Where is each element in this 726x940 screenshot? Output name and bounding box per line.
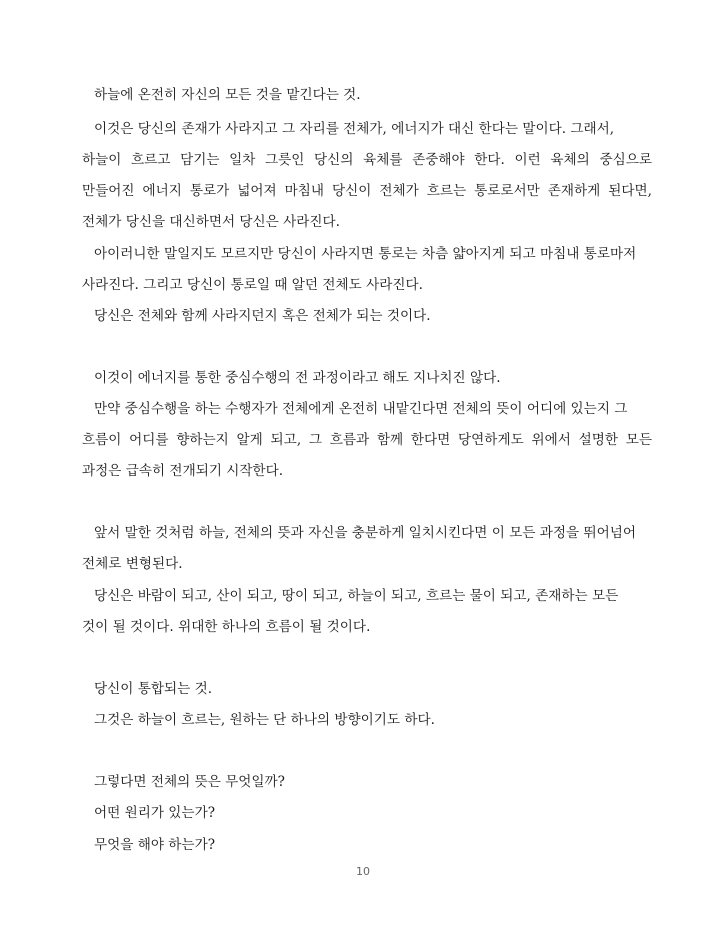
text-line: 그것은 하늘이 흐르는, 원하는 단 하나의 방향이기도 하다. <box>94 712 435 728</box>
text-line: 사라진다. 그리고 당신이 통로일 때 알던 전체도 사라진다. <box>82 277 423 293</box>
text-line: 어떤 원리가 있는가? <box>94 805 215 821</box>
page-number: 10 <box>356 865 370 878</box>
text-line: 만들어진 에너지 통로가 넓어져 마침내 당신이 전체가 흐르는 통로로서만 존재하게 된다면, <box>82 183 652 199</box>
text-line: 무엇을 해야 하는가? <box>94 837 215 853</box>
text-line: 그렇다면 전체의 뜻은 무엇일까? <box>94 774 285 790</box>
text-line: 하늘이 흐르고 담기는 일차 그릇인 당신의 육체를 존중해야 한다. 이런 육체의 중심으로 <box>82 152 652 168</box>
text-line: 만약 중심수행을 하는 수행자가 전체에게 온전히 내맡긴다면 전체의 뜻이 어디에 있는지 그 <box>94 401 628 417</box>
text-line: 앞서 말한 것처럼 하늘, 전체의 뜻과 자신을 충분하게 일치시킨다면 이 모든 과정을 뛰어넘어 <box>94 525 637 541</box>
text-line: 아이러니한 말일지도 모르지만 당신이 사라지면 통로는 차츰 얇아지게 되고 마침내 통로마저 <box>94 246 637 262</box>
text-line: 이것은 당신의 존재가 사라지고 그 자리를 전체가, 에너지가 대신 한다는 말이다. 그래서, <box>94 121 615 137</box>
text-line: 당신은 바람이 되고, 산이 되고, 땅이 되고, 하늘이 되고, 흐르는 물이 되고, 존재하는 모든 <box>94 588 619 604</box>
text-line: 것이 될 것이다. 위대한 하나의 흐름이 될 것이다. <box>82 619 371 635</box>
text-line: 전체로 변형된다. <box>82 556 183 572</box>
text-line: 당신은 전체와 함께 사라지던지 혹은 전체가 되는 것이다. <box>94 308 431 324</box>
text-line: 전체가 당신을 대신하면서 당신은 사라진다. <box>82 214 340 230</box>
text-line: 흐름이 어디를 향하는지 알게 되고, 그 흐름과 함께 한다면 당연하게도 위에서 설명한 모든 <box>82 432 652 448</box>
text-line: 과정은 급속히 전개되기 시작한다. <box>82 463 284 479</box>
text-line: 당신이 통합되는 것. <box>94 681 213 697</box>
text-line: 이것이 에너지를 통한 중심수행의 전 과정이라고 해도 지나치진 않다. <box>94 370 501 386</box>
text-line: 하늘에 온전히 자신의 모든 것을 맡긴다는 것. <box>94 87 361 103</box>
